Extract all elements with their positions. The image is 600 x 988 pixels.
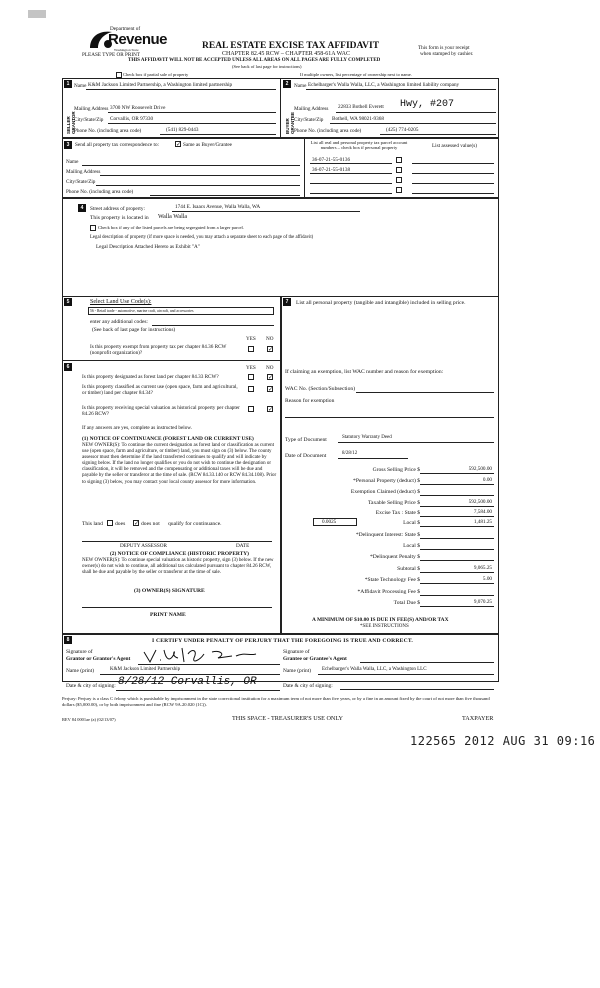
- divider: [152, 325, 274, 326]
- divider: [310, 163, 392, 164]
- divider: [318, 674, 494, 675]
- divider: [420, 538, 494, 539]
- divider: [82, 165, 300, 166]
- divider: [150, 195, 300, 196]
- excise-state-value[interactable]: 7,584.00: [473, 509, 492, 515]
- local-label: Local $: [403, 520, 420, 526]
- parcel-3-checkbox[interactable]: [396, 177, 402, 183]
- total-value[interactable]: 9,070.25: [473, 599, 492, 605]
- perjury-note: Perjury: Perjury is a class C felony which is punishable by imprisonment in the state correctional institution for a maximum term of not more than five years, or by a fine in an amount fixed by the court of not more than five thousand dollars ($5,000.00), or by both imprisonment and fine (RCW 9A.20.020 (1C)).: [62, 696, 490, 707]
- affidavit-fee-label: *Affidavit Processing Fee $: [357, 589, 420, 595]
- parcel-header: List all real and personal property tax parcel account numbers – check box if personal property: [310, 140, 408, 151]
- seller-city[interactable]: Corvallis, OR 97330: [110, 116, 154, 122]
- forest-no-checkbox[interactable]: ✓: [268, 374, 274, 381]
- grantor-date-city-label: Date & city of signing:: [66, 683, 116, 689]
- dept-name: Revenue: [108, 31, 168, 48]
- excise-state-label: Excise Tax : State $: [375, 510, 420, 516]
- divider: [336, 112, 496, 113]
- grantor-sig-label-2: Grantor or Grantor's Agent: [66, 656, 131, 662]
- local-rate: 0.0025: [322, 519, 337, 525]
- minimum-note: A MINIMUM OF $10.00 IS DUE IN FEE(S) AND/OR TAX: [312, 617, 449, 623]
- divider: [356, 392, 494, 393]
- exemption-label: Exemption Claimed (deduct) $: [350, 489, 420, 495]
- revenue-logo: [86, 26, 166, 52]
- land-does-not-label: does not: [141, 521, 160, 527]
- grantor-print-name[interactable]: K&M Jackson Limited Partnership: [110, 667, 181, 672]
- divider: [420, 526, 494, 527]
- print-name-label: PRINT NAME: [150, 612, 186, 618]
- dept-line1: Department of: [110, 26, 141, 32]
- divider: [285, 417, 494, 418]
- partial-sale-label: Check box if partial sale of property: [123, 72, 189, 77]
- divider: [330, 123, 496, 124]
- grantee-name-label: Name (print): [283, 668, 311, 674]
- s5-see-back: (See back of last page for instructions): [92, 327, 176, 333]
- delinq-state-label: *Delinquent Interest: State $: [355, 532, 420, 538]
- additional-codes-label: enter any additional codes:: [90, 319, 148, 325]
- continuance-title: (1) NOTICE OF CONTINUANCE (FOREST LAND OR CURRENT USE): [82, 436, 254, 442]
- owner-signature-label: (3) OWNER(S) SIGNATURE: [134, 588, 205, 594]
- divider: [116, 690, 280, 691]
- seller-mailing-label: Mailing Address: [74, 106, 109, 112]
- current-use-yes-checkbox[interactable]: [248, 386, 254, 392]
- s3-name-label: Name: [66, 159, 79, 165]
- send-correspondence-label: Send all property tax correspondence to:: [75, 142, 159, 148]
- divider: [306, 89, 496, 90]
- seller-city-label: City/State/Zip: [74, 117, 104, 123]
- grantor-date-city[interactable]: 8/28/12 Corvallis, OR: [118, 676, 257, 688]
- legal-description[interactable]: Legal Description Attached Hereto as Exhibit "A": [96, 244, 200, 250]
- wac-claim-label: If claiming an exemption, list WAC number and reason for exemption:: [285, 369, 444, 375]
- divider: [310, 183, 392, 184]
- personal-property-label: List all personal property (tangible and intangible) included in selling price.: [296, 300, 466, 306]
- buyer-city-label: City/State/Zip: [294, 117, 324, 123]
- land-use-code: 56 - Retail trade - automotive, marine craft, aircraft, and accessories: [90, 309, 194, 313]
- deputy-assessor-label: DEPUTY ASSESSOR: [120, 543, 167, 549]
- divider: [420, 606, 494, 607]
- section-1-number: 1: [64, 80, 72, 88]
- divider: [412, 183, 494, 184]
- seller-phone-label: Phone No. (including area code): [74, 128, 142, 134]
- cashier-stamp: 122565 2012 AUG 31 09:16: [410, 734, 596, 748]
- divider: [420, 583, 494, 584]
- section-2-number: 2: [283, 80, 291, 88]
- doc-type-label: Type of Document: [285, 437, 327, 443]
- owner-signature-line[interactable]: [82, 607, 272, 608]
- tech-fee-value[interactable]: 5.00: [482, 576, 492, 582]
- divider: [96, 185, 300, 186]
- seller-mailing[interactable]: 3700 NW Roosevelt Drive: [110, 105, 166, 111]
- s6-no-header: NO: [266, 365, 274, 371]
- forest-yes-checkbox[interactable]: [248, 374, 254, 380]
- current-use-question: Is this property classified as current use (open space, farm and agricultural, or timber) land per chapter 84.34?: [82, 384, 238, 397]
- land-use-label: Select Land Use Code(s):: [90, 299, 152, 305]
- buyer-name[interactable]: Echelbarger's Walla Walla, LLC, a Washington limited liability company: [308, 82, 460, 88]
- subtotal-label: Subtotal $: [397, 566, 420, 572]
- total-label: Total Due $: [393, 600, 420, 606]
- grantee-sig-label-2: Grantee or Grantee's Agent: [283, 656, 347, 662]
- land-does-label: does: [115, 521, 126, 527]
- s5-no-header: NO: [266, 336, 274, 342]
- treasurer-use-label: THIS SPACE - TREASURER'S USE ONLY: [232, 715, 344, 722]
- divider: [280, 78, 281, 138]
- street-address[interactable]: 1744 E. Isaacs Avenue, Walla Walla, WA: [175, 204, 261, 210]
- historic-yes-checkbox[interactable]: [248, 406, 254, 412]
- qualify-label: qualify for continuance.: [168, 521, 222, 527]
- divider: [420, 560, 494, 561]
- grantor-name-label: Name (print): [66, 668, 94, 674]
- compliance-title: (2) NOTICE OF COMPLIANCE (HISTORIC PROPERTY): [110, 551, 249, 557]
- divider: [310, 173, 392, 174]
- local-value[interactable]: 1,481.25: [473, 519, 492, 525]
- rev-number: REV 84 0001ae (a) (02/13/07): [62, 717, 116, 722]
- divider: [420, 572, 494, 573]
- parcel-1-checkbox[interactable]: [396, 157, 402, 163]
- divider: [108, 112, 276, 113]
- divider: [338, 458, 408, 459]
- if-yes-note: If any answers are yes, complete as instructed below.: [82, 425, 193, 431]
- form-title: REAL ESTATE EXCISE TAX AFFIDAVIT: [202, 41, 380, 51]
- divider: [420, 506, 494, 507]
- divider: [310, 193, 392, 194]
- scan-mark: [28, 10, 46, 18]
- divider: [340, 689, 494, 690]
- grantee-date-city-label: Date & city of signing:: [283, 683, 333, 689]
- divider: [420, 473, 494, 474]
- same-as-buyer-label: Same as Buyer/Grantee: [183, 142, 232, 148]
- divider: [420, 595, 494, 596]
- taxable-value[interactable]: 592,500.00: [468, 499, 492, 505]
- buyer-name-label: Name: [294, 83, 307, 89]
- section-6-number: 6: [64, 363, 72, 371]
- same-as-buyer-checkbox[interactable]: ✓: [176, 141, 182, 148]
- subtotal-value[interactable]: 9,065.25: [473, 565, 492, 571]
- taxable-label: Taxable Selling Price $: [368, 500, 420, 506]
- divider: [338, 442, 494, 443]
- seller-phone[interactable]: (541) 829-0443: [166, 127, 199, 133]
- personal-value[interactable]: 0.00: [482, 477, 492, 483]
- buyer-side-label: BUYER GRANTEE: [285, 111, 295, 134]
- seller-side-label: SELLER GRANTOR: [66, 111, 76, 134]
- parcel-4-checkbox[interactable]: [396, 187, 402, 193]
- certify-statement: I CERTIFY UNDER PENALTY OF PERJURY THAT THE FOREGOING IS TRUE AND CORRECT.: [152, 638, 413, 644]
- divider: [100, 175, 300, 176]
- compliance-text: NEW OWNER(S): To continue special valuation as historic property, sign (3) below. If the new owner(s) do not wish to continue, all additional tax calculated pursuant to chapter 84.26 RCW, shall be due and payable by the seller or transferor at the time of sale.: [82, 558, 274, 575]
- buyer-mailing-handwritten: Hwy, #207: [400, 99, 455, 110]
- dept-sub: Washington State: [114, 48, 139, 52]
- form-chapter: CHAPTER 82.45 RCW – CHAPTER 458-61A WAC: [222, 51, 350, 57]
- divider: [420, 549, 494, 550]
- divider: [412, 163, 494, 164]
- buyer-mailing[interactable]: 22833 Bothell Everett: [338, 104, 384, 110]
- section-7-number: 7: [283, 298, 291, 306]
- historic-no-checkbox[interactable]: ✓: [268, 406, 274, 413]
- land-does-checkbox[interactable]: [107, 520, 113, 526]
- buyer-mailing-label: Mailing Address: [294, 106, 329, 112]
- divider: [160, 134, 276, 135]
- section-3-number: 3: [64, 141, 72, 149]
- continuance-text: NEW OWNER(S): To continue the current designation as forest land or classification as current use (open space, farm and agriculture, or timber) land, you must sign on (3) below. The county assessor must then determine if the land transferred continues to qualify and will indicate by signing below. If the land no longer qualifies or you do not wish to continue the designation or classification, it will be removed and the compensating or additional taxes will be due and payable by the seller or transferor at the time of sale. (RCW 84.33.140 or RCW 84.34.108). Prior to signing (3) below, you may contact your local county assessor for more information.: [82, 443, 277, 485]
- buyer-phone[interactable]: (425) 774-0205: [386, 127, 419, 133]
- exempt-question: Is this property exempt from property tax per chapter 84.36 RCW (nonprofit organization)?: [90, 344, 227, 357]
- divider: [420, 484, 494, 485]
- grantee-sig-label-1: Signature of: [283, 649, 310, 655]
- grantee-signature-line[interactable]: [360, 662, 494, 663]
- divider: [304, 138, 305, 198]
- seller-name[interactable]: K&M Jackson Limited Partnership, a Washington limited partnership: [88, 82, 233, 88]
- doc-date[interactable]: 8/28/12: [342, 451, 358, 456]
- section-4-number: 4: [78, 204, 86, 212]
- exempt-yes-checkbox[interactable]: [248, 346, 254, 352]
- receipt-note-1: This form is your receipt: [418, 45, 470, 51]
- s5-yes-header: YES: [246, 336, 256, 342]
- taxpayer-label: TAXPAYER: [462, 715, 494, 722]
- divider: [412, 193, 494, 194]
- buyer-city[interactable]: Bothell, WA 98021-9368: [332, 116, 384, 122]
- segregated-checkbox[interactable]: [90, 225, 96, 231]
- s3-mailing-label: Mailing Address: [66, 169, 101, 175]
- gross-label: Gross Selling Price $: [372, 467, 420, 473]
- located-label: This property is located in: [90, 215, 149, 221]
- land-does-not-checkbox[interactable]: ✓: [134, 520, 140, 527]
- divider: [108, 123, 276, 124]
- legal-note: Legal description of property (if more space is needed, you may attach a separate sheet to each page of the affidavit): [90, 235, 314, 240]
- s3-phone-label: Phone No. (including area code): [66, 189, 134, 195]
- located-in[interactable]: Walla Walla: [158, 214, 188, 220]
- divider: [420, 516, 494, 517]
- segregated-label: Check box if any of the listed parcels are being segregated from a larger parcel.: [98, 225, 244, 230]
- s6-yes-header: YES: [246, 365, 256, 371]
- delinq-local-label: Local $: [403, 543, 420, 549]
- gross-value[interactable]: 592,500.00: [468, 466, 492, 472]
- forest-question: Is this property designated as forest land per chapter 84.33 RCW?: [82, 374, 219, 380]
- divider: [86, 89, 276, 90]
- divider: [380, 134, 496, 135]
- street-label: Street address of property:: [90, 206, 145, 212]
- deputy-date-label: DATE: [236, 543, 250, 549]
- grantor-signature[interactable]: [140, 644, 260, 666]
- historic-question: Is this property receiving special valuation as historical property per chapter 84.26 RCW?: [82, 405, 240, 418]
- divider: [420, 495, 494, 496]
- assessed-header: List assessed value(s): [432, 143, 477, 149]
- see-instructions: *SEE INSTRUCTIONS: [360, 624, 409, 629]
- personal-label: *Personal Property (deduct) $: [353, 478, 420, 484]
- divider: [100, 674, 280, 675]
- doc-type[interactable]: Statutory Warranty Deed: [342, 435, 392, 440]
- doc-date-label: Date of Document: [285, 453, 327, 459]
- receipt-note-2: when stamped by cashier.: [420, 51, 474, 57]
- grantor-sig-label-1: Signature of: [66, 649, 93, 655]
- parcel-2[interactable]: 36-07-21-55-0138: [312, 167, 351, 173]
- current-use-no-checkbox[interactable]: ✓: [268, 386, 274, 393]
- wac-no-label: WAC No. (Section/Subsection): [285, 386, 356, 392]
- grantee-print-name[interactable]: Echelbarger's Walla Walla, LLC, a Washington LLC: [322, 667, 427, 672]
- this-land-label: This land: [82, 521, 103, 527]
- see-back: (See back of last page for instructions): [232, 64, 302, 69]
- tech-fee-label: *State Technology Fee $: [364, 577, 420, 583]
- seller-name-label: Name: [74, 83, 87, 89]
- reason-label: Reason for exemption: [285, 398, 335, 404]
- s3-city-label: City/State/Zip: [66, 179, 96, 185]
- exempt-no-checkbox[interactable]: ✓: [268, 346, 274, 353]
- parcel-2-checkbox[interactable]: [396, 167, 402, 173]
- multiple-owners-note: If multiple owners, list percentage of ownership next to name.: [300, 72, 412, 77]
- divider: [138, 664, 280, 665]
- divider: [172, 211, 360, 212]
- delinq-penalty-label: *Delinquent Penalty $: [369, 554, 420, 560]
- divider: [82, 541, 272, 542]
- section-8-number: 8: [64, 636, 72, 644]
- please-type: PLEASE TYPE OR PRINT: [82, 52, 140, 58]
- form-warning: THIS AFFIDAVIT WILL NOT BE ACCEPTED UNLESS ALL AREAS ON ALL PAGES ARE FULLY COMPLETED: [128, 58, 381, 63]
- divider: [62, 360, 281, 361]
- buyer-phone-label: Phone No. (including area code): [294, 128, 362, 134]
- divider: [412, 173, 494, 174]
- section-5-number: 5: [64, 298, 72, 306]
- parcel-1[interactable]: 36-07-21-55-0136: [312, 157, 351, 163]
